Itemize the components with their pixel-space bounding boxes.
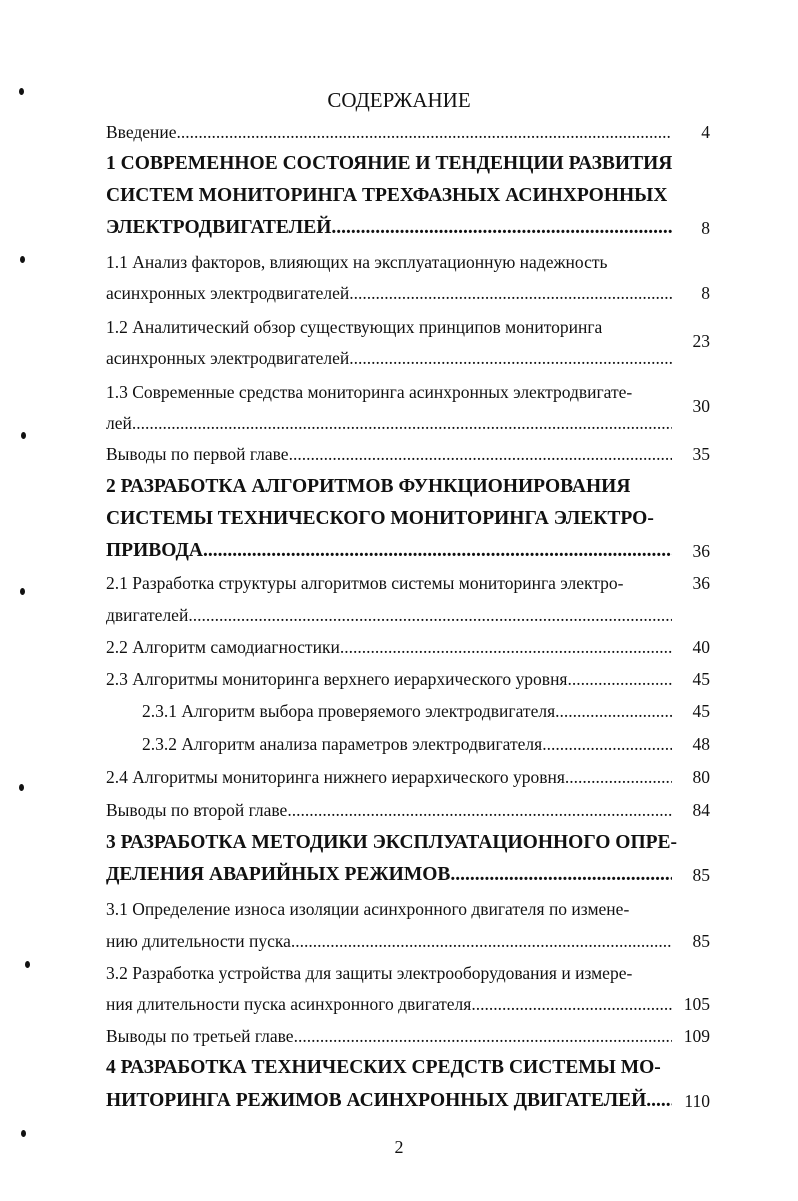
- leader-dots: [203, 536, 672, 566]
- toc-page-number: 36: [692, 573, 710, 593]
- scan-speck: [19, 88, 24, 95]
- scan-speck: [20, 588, 25, 595]
- leader-dots: [188, 600, 672, 630]
- leader-dots: [177, 117, 672, 147]
- toc-chapter-4-line-2: [106, 1086, 672, 1116]
- toc-section-2-3-1: [142, 696, 672, 726]
- leader-dots: [349, 278, 672, 308]
- toc-section-1-2-line-2: [106, 343, 672, 373]
- toc-page-number: 36: [692, 541, 710, 561]
- leader-dots: [132, 408, 672, 438]
- toc-page-number: 35: [692, 444, 710, 464]
- toc-entry-text: двигателей: [106, 605, 189, 625]
- toc-page-number: 45: [692, 669, 710, 689]
- toc-conclusions-3: [106, 1021, 672, 1051]
- toc-section-3-2-line-2: [106, 989, 672, 1019]
- toc-entry-text: 2.4 Алгоритмы мониторинга нижнего иерархического уровня: [106, 767, 565, 787]
- scan-speck: [20, 256, 25, 263]
- toc-entry-text: Выводы по второй главе: [106, 800, 288, 820]
- toc-entry-text: ДЕЛЕНИЯ АВАРИЙНЫХ РЕЖИМОВ: [106, 864, 451, 885]
- toc-chapter-2-line-2: СИСТЕМЫ ТЕХНИЧЕСКОГО МОНИТОРИНГА ЭЛЕКТРО-: [106, 508, 654, 529]
- toc-section-2-1-line-2: [106, 600, 672, 630]
- toc-section-1-2-line-1: 1.2 Аналитический обзор существующих принципов мониторинга: [106, 317, 603, 337]
- page-number: 2: [394, 1137, 404, 1157]
- scan-speck: [19, 784, 24, 791]
- toc-page-number: 30: [692, 396, 710, 416]
- toc-page-number: 4: [701, 122, 710, 142]
- toc-conclusions-2: [106, 795, 672, 825]
- leader-dots: [567, 664, 672, 694]
- toc-section-2-2: [106, 632, 672, 662]
- toc-section-3-1-line-1: 3.1 Определение износа изоляции асинхронного двигателя по измене-: [106, 899, 630, 919]
- toc-page-number: 23: [692, 331, 710, 351]
- toc-entry-text: Выводы по третьей главе: [106, 1026, 294, 1046]
- toc-entry-text: нию длительности пуска: [106, 931, 291, 951]
- toc-chapter-1-line-1: 1 СОВРЕМЕННОЕ СОСТОЯНИЕ И ТЕНДЕНЦИИ РАЗВИТИЯ: [106, 153, 673, 174]
- toc-page-number: 45: [692, 701, 710, 721]
- leader-dots: [340, 632, 672, 662]
- leader-dots: [349, 343, 672, 373]
- toc-section-2-3: [106, 664, 672, 694]
- toc-page-number: 80: [692, 767, 710, 787]
- toc-entry-text: ЭЛЕКТРОДВИГАТЕЛЕЙ: [106, 217, 332, 238]
- toc-entry-text: Введение: [106, 122, 177, 142]
- toc-section-2-1-line-1: 2.1 Разработка структуры алгоритмов системы мониторинга электро-: [106, 573, 624, 593]
- toc-entry-text: 2.3.1 Алгоритм выбора проверяемого электродвигателя: [142, 701, 556, 721]
- toc-entry-text: ния длительности пуска асинхронного двигателя: [106, 994, 472, 1014]
- toc-section-3-1-line-2: [106, 926, 672, 956]
- toc-page-number: 8: [701, 218, 710, 238]
- toc-chapter-3-line-2: [106, 860, 672, 890]
- toc-entry-text: асинхронных электродвигателей: [106, 283, 350, 303]
- leader-dots: [291, 926, 672, 956]
- toc-page-number: 85: [692, 865, 710, 885]
- toc-entry-text: ПРИВОДА: [106, 540, 203, 561]
- toc-page-number: 40: [692, 637, 710, 657]
- leader-dots: [450, 860, 672, 890]
- toc-section-2-4: [106, 762, 672, 792]
- toc-chapter-1-line-2: СИСТЕМ МОНИТОРИНГА ТРЕХФАЗНЫХ АСИНХРОННЫХ: [106, 185, 668, 206]
- toc-section-3-2-line-1: 3.2 Разработка устройства для защиты электрооборудования и измере-: [106, 963, 633, 983]
- toc-page-number: 109: [683, 1026, 710, 1046]
- leader-dots: [471, 989, 672, 1019]
- toc-entry-text: 2.2 Алгоритм самодиагностики: [106, 637, 340, 657]
- toc-entry-text: НИТОРИНГА РЕЖИМОВ АСИНХРОННЫХ ДВИГАТЕЛЕЙ: [106, 1090, 647, 1111]
- scan-speck: [21, 1130, 26, 1137]
- toc-entry-text: Выводы по первой главе: [106, 444, 289, 464]
- toc-page-number: 105: [683, 994, 710, 1014]
- toc-section-2-3-2: [142, 729, 672, 759]
- leader-dots: [287, 795, 672, 825]
- toc-page-number: 48: [692, 734, 710, 754]
- toc-page-number: 85: [692, 931, 710, 951]
- toc-chapter-1-line-3: [106, 213, 672, 243]
- leader-dots: [646, 1086, 672, 1116]
- toc-section-1-1-line-2: [106, 278, 672, 308]
- toc-page-number: 8: [701, 283, 710, 303]
- scan-speck: [25, 961, 30, 968]
- toc-section-1-1-line-1: 1.1 Анализ факторов, влияющих на эксплуатационную надежность: [106, 252, 608, 272]
- toc-entry-text: лей: [106, 413, 132, 433]
- toc-section-1-3-line-1: 1.3 Современные средства мониторинга асинхронных электродвигате-: [106, 382, 633, 402]
- toc-entry-intro: [106, 117, 672, 147]
- leader-dots: [294, 1021, 672, 1051]
- leader-dots: [542, 729, 672, 759]
- leader-dots: [289, 439, 672, 469]
- toc-section-1-3-line-2: [106, 408, 672, 438]
- toc-entry-text: 2.3.2 Алгоритм анализа параметров электродвигателя: [142, 734, 543, 754]
- toc-chapter-4-line-1: 4 РАЗРАБОТКА ТЕХНИЧЕСКИХ СРЕДСТВ СИСТЕМЫ МО-: [106, 1057, 661, 1078]
- scan-speck: [21, 432, 26, 439]
- toc-title: СОДЕРЖАНИЕ: [327, 88, 471, 112]
- toc-entry-text: 2.3 Алгоритмы мониторинга верхнего иерархического уровня: [106, 669, 568, 689]
- leader-dots: [555, 696, 672, 726]
- leader-dots: [331, 213, 672, 243]
- toc-chapter-3-line-1: 3 РАЗРАБОТКА МЕТОДИКИ ЭКСПЛУАТАЦИОННОГО ОПРЕ-: [106, 832, 678, 853]
- toc-conclusions-1: [106, 439, 672, 469]
- toc-chapter-2-line-3: [106, 536, 672, 566]
- toc-entry-text: асинхронных электродвигателей: [106, 348, 350, 368]
- leader-dots: [565, 762, 672, 792]
- toc-chapter-2-line-1: 2 РАЗРАБОТКА АЛГОРИТМОВ ФУНКЦИОНИРОВАНИЯ: [106, 476, 631, 497]
- toc-page-number: 84: [692, 800, 710, 820]
- toc-page-number: 110: [684, 1091, 710, 1111]
